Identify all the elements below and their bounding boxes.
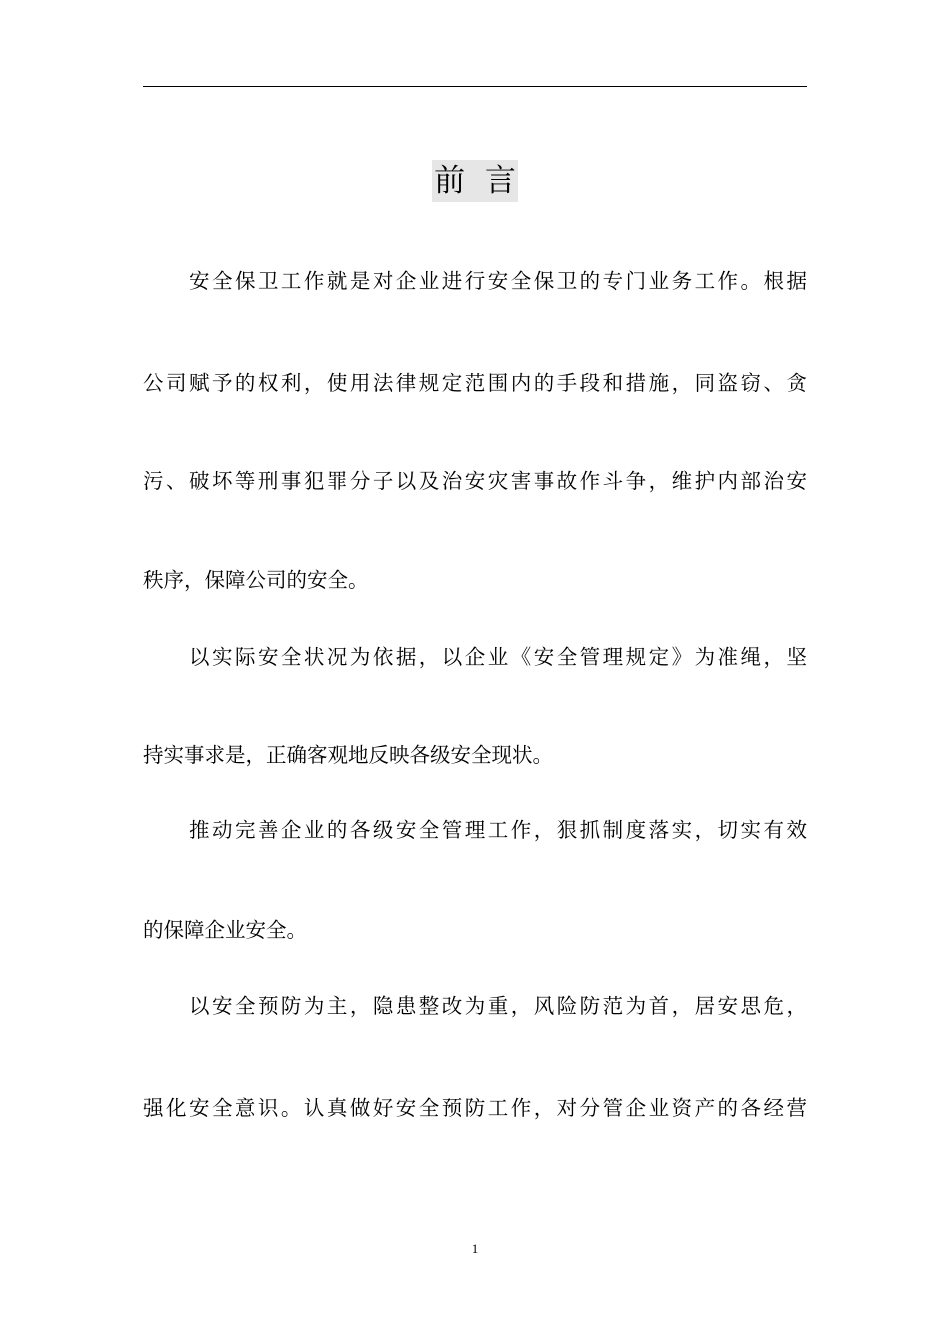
paragraph-1-line-2: 公司赋予的权利，使用法律规定范围内的手段和措施，同盗窃、贪 xyxy=(143,371,807,395)
paragraph-1-line-3: 污、破坏等刑事犯罪分子以及治安灾害事故作斗争，维护内部治安 xyxy=(143,469,807,493)
page-title: 前 言 xyxy=(432,160,518,202)
paragraph-4-line-1: 以安全预防为主，隐患整改为重，风险防范为首，居安思危， xyxy=(189,994,807,1018)
paragraph-3-line-1: 推动完善企业的各级安全管理工作，狠抓制度落实，切实有效 xyxy=(189,818,807,842)
paragraph-2-line-2: 持实事求是，正确客观地反映各级安全现状。 xyxy=(143,743,553,767)
paragraph-1-line-4: 秩序，保障公司的安全。 xyxy=(143,568,369,592)
title-container xyxy=(0,160,950,202)
page-number: 1 xyxy=(471,1241,479,1256)
paragraph-2-line-1: 以实际安全状况为依据，以企业《安全管理规定》为准绳，坚 xyxy=(189,645,807,669)
paragraph-1-line-1: 安全保卫工作就是对企业进行安全保卫的专门业务工作。根据 xyxy=(189,269,807,293)
header-rule xyxy=(143,86,807,87)
paragraph-4-line-2: 强化安全意识。认真做好安全预防工作，对分管企业资产的各经营 xyxy=(143,1096,807,1120)
paragraph-3-line-2: 的保障企业安全。 xyxy=(143,918,307,942)
